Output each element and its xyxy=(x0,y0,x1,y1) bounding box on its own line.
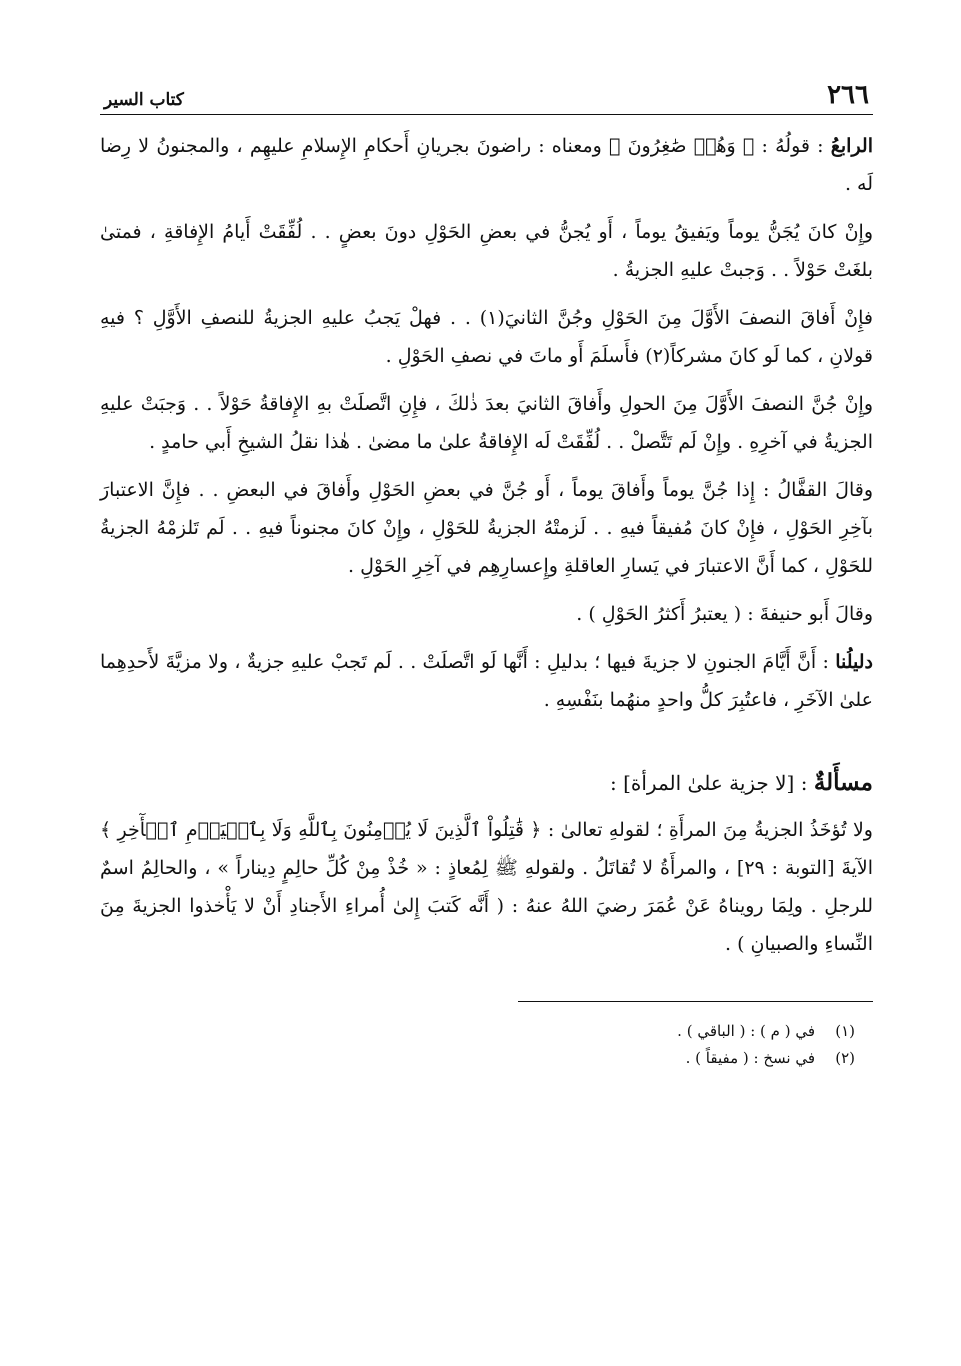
paragraph-text: وقالَ أَبو حنيفةَ : ( يعتبرُ أَكثرُ الحَوْلِ ) . xyxy=(576,603,873,625)
section-heading xyxy=(100,763,873,803)
paragraph-lead: الرابعُ xyxy=(830,135,873,157)
paragraph-text: وقالَ القفَّالُ : إِذا جُنَّ يوماً وأَفاقَ يوماً ، أَو جُنَّ في بعضِ الحَوْلِ وأَفاقَ في البعضِ . . فإِنَّ الاعتبارَ بآخِرِ الحَوْلِ ، فإِنْ كانَ مُفيقاً فيهِ . . لَزمتْهُ الجزيةُ للحَوْلِ ، وإِنْ كانَ مجنوناً فيهِ . . لَم تَلزمْهُ الجزيةُ للحَوْلِ ، كما أَنَّ الاعتبارَ في يَسارِ العاقلةِ وإِعسارِهِم في آخِرِ الحَوْلِ . xyxy=(100,479,873,577)
paragraph-text: : قولُهُ : ﴿ وَهُمۡ صَٰغِرُونَ ﴾ ومعناه : راضونَ بجريانِ أَحكامِ الإِسلامِ عليهِم ، والمجنونُ لا رِضا لَه . xyxy=(100,135,873,195)
paragraph-text: ولا تُؤخَذُ الجزيةُ مِنَ المرأَةِ ؛ لقولهِ تعالىٰ : ﴿ قَٰتِلُواْ ٱلَّذِينَ لَا يُؤۡمِنُونَ بِٱللَّهِ وَلَا بِٱلۡيَوۡمِ ٱلۡأٓخِرِ ﴾ الآيةَ [التوبة : ٢٩] ، والمرأَةُ لا تُقاتَلُ . ولقولهِ ﷺ لِمُعاذٍ : « خُذْ مِنْ كُلِّ حالِمٍ دِيناراً » ، والحالِمُ اسمٌ للرجلِ . ولِمَا رويناهُ عَنْ عُمَرَ رضيَ اللهُ عنهُ : ( أَنَّه كَتبَ إِلىٰ أُمراءِ الأَجنادِ أَنْ لا يَأْخذوا الجزيةَ مِنَ النِّساءِ والصبيانِ ) . xyxy=(100,819,873,955)
section-paragraph xyxy=(100,811,873,963)
page-header xyxy=(100,78,873,115)
paragraph-1 xyxy=(100,127,873,203)
paragraph-3 xyxy=(100,299,873,375)
section-heading-word: مسأَلةٌ xyxy=(813,769,873,796)
paragraph-2 xyxy=(100,213,873,289)
paragraph-lead: دليلُنا xyxy=(835,651,873,673)
book-page xyxy=(100,78,873,1326)
page-body xyxy=(100,127,873,963)
footnote-2 xyxy=(100,1045,873,1072)
section-subheading: : [لا جزية علىٰ المرأة] : xyxy=(609,771,814,795)
footnote-number: (٢) xyxy=(835,1049,855,1067)
footnotes xyxy=(100,1018,873,1072)
footnote-1 xyxy=(100,1018,873,1045)
footnote-divider-wrap xyxy=(100,973,873,1018)
paragraph-5 xyxy=(100,471,873,585)
paragraph-7 xyxy=(100,643,873,719)
footnote-divider xyxy=(518,1001,873,1002)
footnote-number: (١) xyxy=(835,1022,855,1040)
paragraph-text: : أَنَّ أَيَّامَ الجنونِ لا جزيةَ فيها ؛ بدليلِ : أَنَّها لَو اتَّصلَتْ . . لَم تَجبْ عليهِ جزيةٌ ، ولا مزيَّةَ لأَحدِهِما علىٰ الآخَرِ ، فاعتُبِرَ كلُّ واحدٍ منهُما بنَفْسِهِ . xyxy=(100,651,873,711)
paragraph-text: وإِنْ كانَ يُجَنُّ يوماً ويَفيقُ يوماً ، أَو يُجنُّ في بعضِ الحَوْلِ دونَ بعضٍ . . لُفِّقَتْ أَيامُ الإِفاقةِ ، فمتىٰ بلغَتْ حَوْلاً . . وَجبتْ عليهِ الجزيةُ . xyxy=(100,221,873,281)
page-number: ٢٦٦ xyxy=(827,80,869,110)
paragraph-text: وإِنْ جُنَّ النصفَ الأَوَّلَ مِنَ الحولِ وأَفاقَ الثانيَ بعدَ ذٰلكَ ، فإِنِ اتَّصلَتْ بهِ الإِفاقةُ حَوْلاً . . وَجبَتْ عليهِ الجزيةُ في آخرِهِ . وإِنْ لَم تَتَّصلْ . . لُفِّقَتْ لَه الإِفاقةُ علىٰ ما مضىٰ . هٰذا نقلُ الشيخِ أَبي حامدٍ . xyxy=(100,393,873,453)
running-title: كتاب السير xyxy=(104,90,184,110)
paragraph-4 xyxy=(100,385,873,461)
paragraph-6 xyxy=(100,595,873,633)
paragraph-text: فإِنْ أَفاقَ النصفَ الأَوَّلَ مِنَ الحَوْلِ وجُنَّ الثانيَ(١) . . فهلْ يَجبُ عليهِ الجزيةُ للنصفِ الأَوَّلِ ؟ فيهِ قولانِ ، كما لَو كانَ مشركاً(٢) فأَسلَمَ أَو ماتَ في نصفِ الحَوْلِ . xyxy=(100,307,874,367)
footnote-text: في نسخ : ( مفيقاً ) . xyxy=(685,1049,815,1067)
footnote-text: في ( م ) : ( الباقي ) . xyxy=(677,1022,815,1040)
